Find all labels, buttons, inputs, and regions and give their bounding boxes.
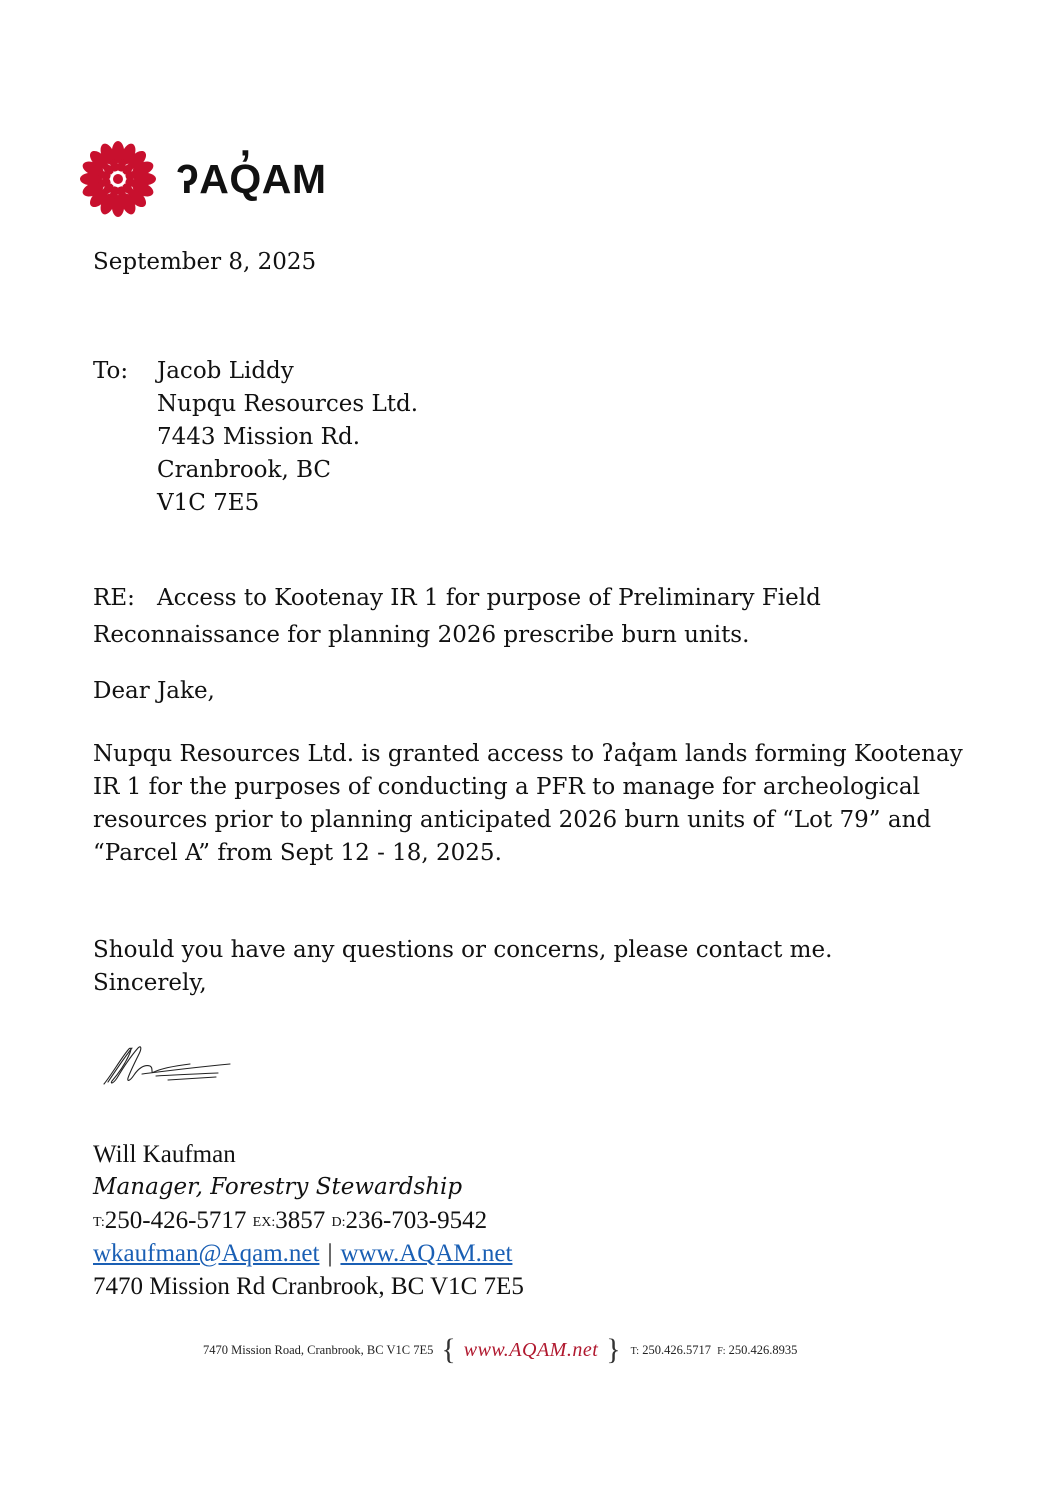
website-link[interactable]: www.AQAM.net [340,1240,513,1267]
footer-phones [631,1343,798,1358]
footer-tel: 250.426.5717 [642,1342,711,1357]
sender-name: Will Kaufman [93,1141,236,1168]
right-brace: } [606,1333,621,1366]
body-paragraph-2 [93,934,973,1000]
closing: Sincerely, [93,970,207,996]
footer-tel-label: T: [630,1345,640,1357]
letterhead-footer [203,1335,797,1365]
tel-label: T: [93,1215,105,1230]
body-paragraph-1: Nupqu Resources Ltd. is granted access to ʔaq̓am lands forming Kootenay IR 1 for the purposes of conducting a PFR to manage for archeological resources prior to planning anticipated 2026 burn units of “Lot 79” and “Parcel A” from Sept 12 - 18, 2025. [93,741,963,866]
letterhead-logo [72,140,327,218]
recipient-company: Nupqu Resources Ltd. [157,391,419,417]
footer-fax: 250.426.8935 [728,1342,798,1357]
subject-line [93,582,821,615]
footer-fax-label: F: [717,1345,726,1357]
email-link[interactable]: wkaufman@Aqam.net [93,1240,320,1267]
subject-text-1: Access to Kootenay IR 1 for purpose of Preliminary Field [157,585,821,611]
handwritten-signature [98,1040,238,1090]
center-dot [113,174,123,184]
subject-text-2: Reconnaissance for planning 2026 prescribe burn units. [93,622,750,648]
recipient-name: Jacob Liddy [157,358,294,384]
flower-logo-icon [72,140,164,218]
recipient-postal: V1C 7E5 [157,490,260,516]
subject-label: RE: [93,585,135,611]
ext-label: EX: [252,1215,276,1230]
contact-sentence: Should you have any questions or concerns, please contact me. [93,937,833,963]
direct-label: D: [331,1215,346,1230]
recipient-city: Cranbrook, BC [157,457,332,483]
ext-number: 3857 [275,1207,326,1234]
greeting: Dear Jake, [93,678,215,704]
letter-date: September 8, 2025 [93,249,317,275]
sender-phones [93,1204,524,1237]
recipient-street: 7443 Mission Rd. [157,424,361,450]
sender-links [93,1237,524,1270]
direct-number: 236-703-9542 [345,1207,488,1234]
recipient-address [157,355,418,520]
sender-block [93,1138,524,1303]
sender-address: 7470 Mission Rd Cranbrook, BC V1C 7E5 [93,1273,524,1300]
left-brace: { [441,1333,456,1366]
link-separator: | [327,1240,333,1267]
sender-title: Manager, Forestry Stewardship [93,1174,463,1200]
brand-name: ʔAQ̓AM [176,155,327,202]
footer-address: 7470 Mission Road, Cranbrook, BC V1C 7E5 [203,1342,434,1357]
tel-number: 250-426-5717 [104,1207,247,1234]
to-label: To: [93,358,129,384]
footer-website: www.AQAM.net [463,1338,599,1361]
